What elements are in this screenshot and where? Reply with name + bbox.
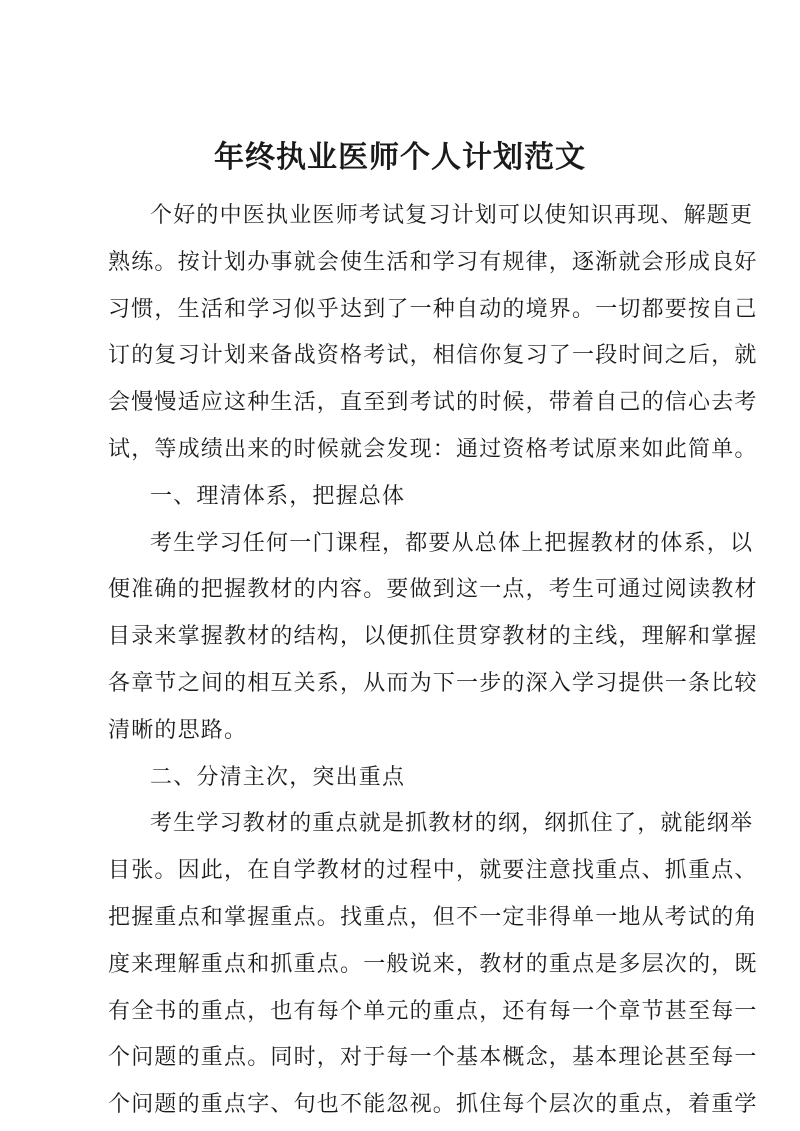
paragraph-line: 各章节之间的相互关系，从而为下一步的深入学习提供一条比较: [108, 671, 758, 696]
paragraph-line: 习惯，生活和学习似乎达到了一种自动的境界。一切都要按自己: [108, 297, 758, 322]
paragraph-line: 会慢慢适应这种生活，直至到考试的时候，带着自己的信心去考: [108, 390, 758, 415]
paragraph-line: 试，等成绩出来的时候就会发现：通过资格考试原来如此简单。: [108, 437, 758, 462]
paragraph-line: 有全书的重点，也有每个单元的重点，还有每一个章节甚至每一: [108, 999, 758, 1024]
section-heading: 一、理清体系，把握总体: [150, 484, 406, 509]
paragraph-line: 熟练。按计划办事就会使生活和学习有规律，逐渐就会形成良好: [108, 250, 758, 275]
paragraph-line: 便准确的把握教材的内容。要做到这一点，考生可通过阅读教材: [108, 577, 758, 602]
section-heading: 二、分清主次，突出重点: [150, 765, 406, 790]
paragraph-line: 考生学习任何一门课程，都要从总体上把握教材的体系，以: [150, 531, 754, 556]
paragraph-line: 目录来掌握教材的结构，以便抓住贯穿教材的主线，理解和掌握: [108, 624, 758, 649]
paragraph-line: 订的复习计划来备战资格考试，相信你复习了一段时间之后，就: [108, 343, 758, 368]
paragraph-line: 个问题的重点。同时，对于每一个基本概念，基本理论甚至每一: [108, 1045, 758, 1070]
paragraph-line: 把握重点和掌握重点。找重点，但不一定非得单一地从考试的角: [108, 905, 758, 930]
document-title: 年终执业医师个人计划范文: [214, 140, 586, 175]
paragraph-line: 考生学习教材的重点就是抓教材的纲，纲抓住了，就能纲举: [150, 811, 754, 836]
paragraph-line: 个好的中医执业医师考试复习计划可以使知识再现、解题更: [150, 203, 754, 228]
paragraph-line: 目张。因此，在自学教材的过程中，就要注意找重点、抓重点、: [108, 858, 758, 883]
paragraph-line: 度来理解重点和抓重点。一般说来，教材的重点是多层次的，既: [108, 952, 758, 977]
paragraph-line: 个问题的重点字、句也不能忽视。抓住每个层次的重点，着重学: [108, 1092, 758, 1117]
paragraph-line: 清晰的思路。: [108, 718, 248, 743]
